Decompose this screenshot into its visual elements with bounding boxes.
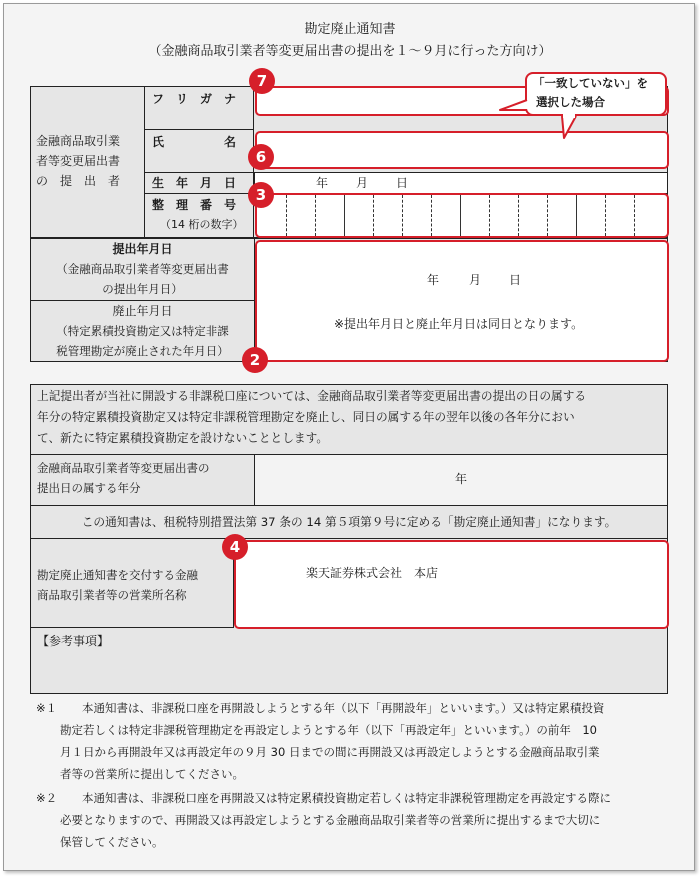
submitter-group-label-3: の 提 出 者 xyxy=(36,174,121,188)
year-label-1: 金融商品取引業者等変更届出書の xyxy=(37,461,210,475)
footnote-1-line-4: 者等の営業所に提出してください。 xyxy=(60,767,244,781)
dob-label: 生 年 月 日 xyxy=(152,176,237,190)
statement-line-3: て、新たに特定累積投資勘定を設けないこととします。 xyxy=(37,431,329,445)
seiri-number-box[interactable] xyxy=(255,193,669,238)
dates-month-unit: 月 xyxy=(469,273,482,287)
seiri-label: 整 理 番 号 xyxy=(152,198,237,212)
office-label-2: 商品取引業者等の営業所名称 xyxy=(37,588,187,602)
legal-text: この通知書は、租税特別措置法第 37 条の 14 第５項第９号に定める「勘定廃止通知書」になります。 xyxy=(81,515,617,529)
badge-3: 3 xyxy=(248,182,274,208)
footnote-1-mark: ※１ xyxy=(36,701,58,715)
dates-day-unit: 日 xyxy=(509,273,522,287)
callout-line-1: 「一致していない」を xyxy=(533,76,648,90)
submit-date-sub-2: の提出年月日） xyxy=(102,282,183,296)
footnote-1-line-2: 勘定若しくは特定非課税管理勘定を再設定しようとする年（以下「再設定年」といいます。）の前年 10 xyxy=(60,723,597,737)
statement-line-2: 年分の特定累積投資勘定又は特定非課税管理勘定を廃止し、同日の属する年の翌年以後の各年分におい xyxy=(37,410,575,424)
year-value-unit: 年 xyxy=(454,472,467,486)
footnote-1-line-3: 月１日から再開設年又は再設定年の９月 30 日までの間に再開設又は再設定しようとする金融商品取引業 xyxy=(60,745,600,759)
footnote-2-line-2: 必要となりますので、再開設又は再設定しようとする金融商品取引業者等の営業所に提出するまで大切に xyxy=(60,813,601,827)
submit-date-sub-1: （金融商品取引業者等変更届出書 xyxy=(56,262,229,276)
office-name-box[interactable] xyxy=(234,540,669,629)
badge-4: 4 xyxy=(222,534,248,560)
badge-2: 2 xyxy=(242,347,268,373)
dob-day-unit: 日 xyxy=(396,176,409,190)
submitter-group-label-2: 者等変更届出書 xyxy=(36,154,121,168)
dates-note: ※提出年月日と廃止年月日は同日となります。 xyxy=(334,317,584,331)
office-name-value: 楽天証券株式会社 本店 xyxy=(306,566,439,580)
callout-line-2: 選択した場合 xyxy=(536,95,605,109)
abolish-date-label: 廃止年月日 xyxy=(112,304,173,318)
furigana-label: フ リ ガ ナ xyxy=(152,92,237,106)
footnote-2-line-1: 本通知書は、非課税口座を再開設又は特定累積投資勘定若しくは特定非課税管理勘定を再設定する際に xyxy=(82,791,611,805)
footnote-2-line-3: 保管してください。 xyxy=(60,835,164,849)
submit-date-label: 提出年月日 xyxy=(112,242,173,256)
abolish-date-sub-1: （特定累積投資勘定又は特定非課 xyxy=(56,324,229,338)
seiri-sublabel: （14 桁の数字） xyxy=(160,218,244,231)
abolish-date-sub-2: 税管理勘定が廃止された年月日） xyxy=(56,344,229,358)
dob-year-unit: 年 xyxy=(316,176,329,190)
statement-line-1: 上記提出者が当社に開設する非課税口座については、金融商品取引業者等変更届出書の提出の日の属する xyxy=(37,389,587,403)
footnote-1-line-1: 本通知書は、非課税口座を再開設しようとする年（以下「再開設年」といいます。）又は特定累積投資 xyxy=(82,701,605,715)
dates-year-unit: 年 xyxy=(427,273,440,287)
badge-6: 6 xyxy=(248,144,274,170)
footnote-2-mark: ※２ xyxy=(36,791,58,805)
dob-month-unit: 月 xyxy=(356,176,369,190)
reference-label: 【参考事項】 xyxy=(37,634,110,648)
submitter-group-label-1: 金融商品取引業 xyxy=(36,134,121,148)
name-input-box[interactable] xyxy=(255,131,669,169)
year-label-2: 提出日の属する年分 xyxy=(37,481,141,495)
name-label: 氏 名 xyxy=(152,135,237,149)
dates-value-box[interactable] xyxy=(255,240,669,362)
document-subtitle: （金融商品取引業者等変更届出書の提出を１～９月に行った方向け） xyxy=(148,44,552,59)
document-title: 勘定廃止通知書 xyxy=(304,22,396,37)
badge-7: 7 xyxy=(249,68,275,94)
office-label-1: 勘定廃止通知書を交付する金融 xyxy=(37,568,198,582)
